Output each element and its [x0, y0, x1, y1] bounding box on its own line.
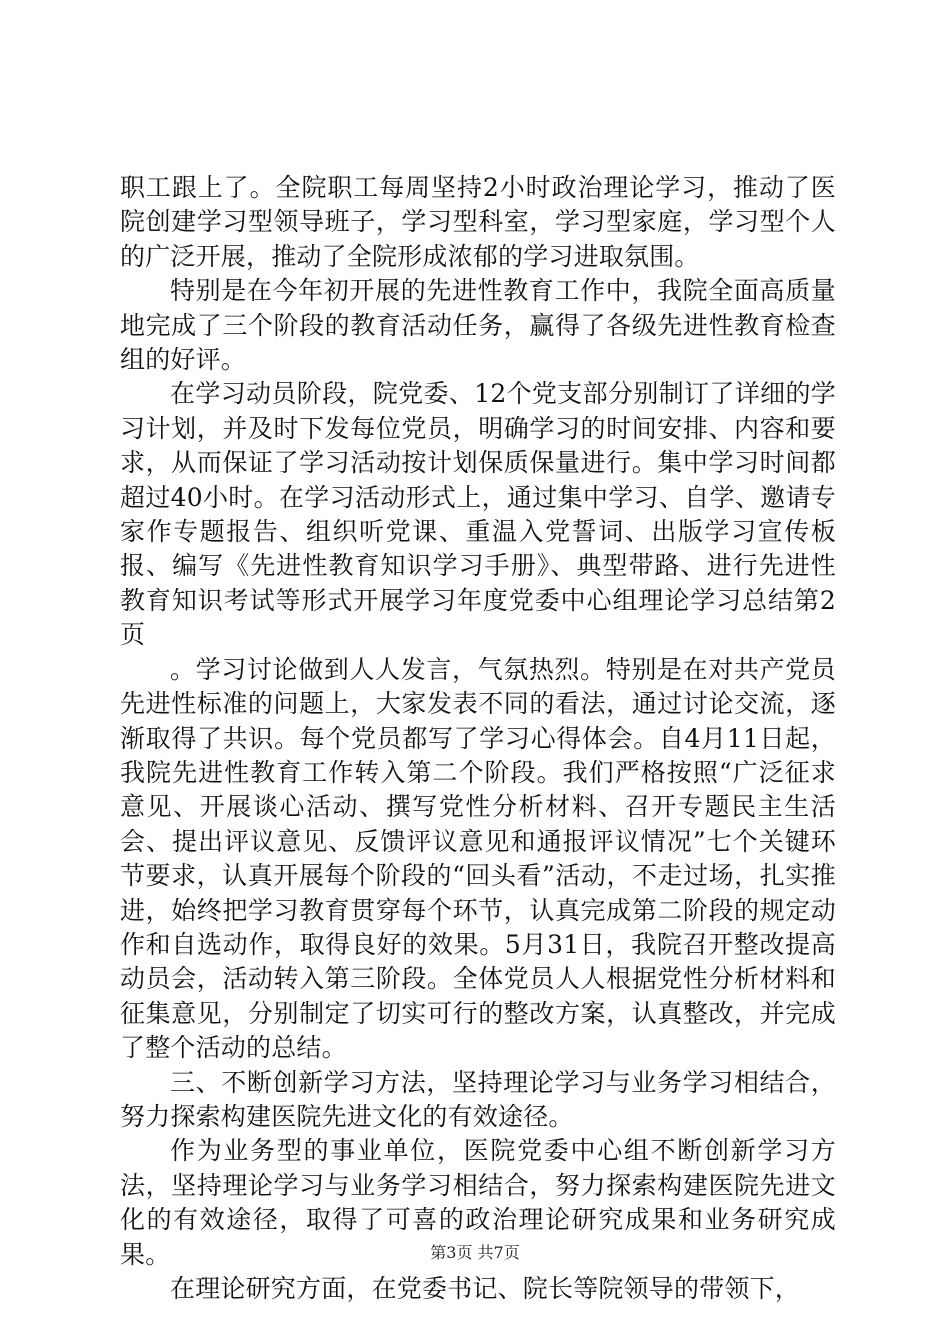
- paragraph-4: 。学习讨论做到人人发言，气氛热烈。特别是在对共产党员先进性标准的问题上，大家发表不同的看法，通过讨论交流，逐渐取得了共识。每个党员都写了学习心得体会。自4月11日起，我院先进性教育工作转入第二个阶段。我们严格按照“广泛征求意见、开展谈心活动、撰写党性分析材料、召开专题民主生活会、提出评议意见、反馈评议意见和通报评议情况”七个关键环节要求，认真开展每个阶段的“回头看”活动，不走过场，扎实推进，始终把学习教育贯穿每个环节，认真完成第二阶段的规定动作和自选动作，取得良好的效果。5月31日，我院召开整改提高动员会，活动转入第三阶段。全体党员人人根据党性分析材料和征集意见，分别制定了切实可行的整改方案，认真整改，并完成了整个活动的总结。: [120, 654, 836, 1063]
- paragraph-6: 在理论研究方面，在党委书记、院长等院领导的带领下，: [170, 1274, 801, 1303]
- paragraph-1: 职工跟上了。全院职工每周坚持2小时政治理论学习，推动了医院创建学习型领导班子，学习型科室，学习型家庭，学习型个人的广泛开展，推动了全院形成浓郁的学习进取氛围。: [120, 173, 836, 271]
- paragraph-3: 在学习动员阶段，院党委、12个党支部分别制订了详细的学习计划，并及时下发每位党员，明确学习的时间安排、内容和要求，从而保证了学习活动按计划保质保量进行。集中学习时间都超过40小时。在学习活动形式上，通过集中学习、自学、邀请专家作专题报告、组织听党课、重温入党誓词、出版学习宣传板报、编写《先进性教育知识学习手册》、典型带路、进行先进性教育知识考试等形式开展学习年度党委中心组理论学习总结第2页: [120, 379, 836, 650]
- page-number-label: 第3页 共7页: [430, 1243, 520, 1262]
- paragraph-5: 作为业务型的事业单位，医院党委中心组不断创新学习方法，坚持理论学习与业务学习相结合，努力探索构建医院先进文化的有效途径，取得了可喜的政治理论研究成果和业务研究成果。: [120, 1136, 836, 1269]
- page-footer: [0, 1240, 950, 1263]
- paragraph-2: 特别是在今年初开展的先进性教育工作中，我院全面高质量地完成了三个阶段的教育活动任务，赢得了各级先进性教育检查组的好评。: [120, 276, 836, 375]
- section-heading-3: 三、不断创新学习方法，坚持理论学习与业务学习相结合，努力探索构建医院先进文化的有效途径。: [120, 1067, 836, 1131]
- document-body: [120, 171, 836, 1306]
